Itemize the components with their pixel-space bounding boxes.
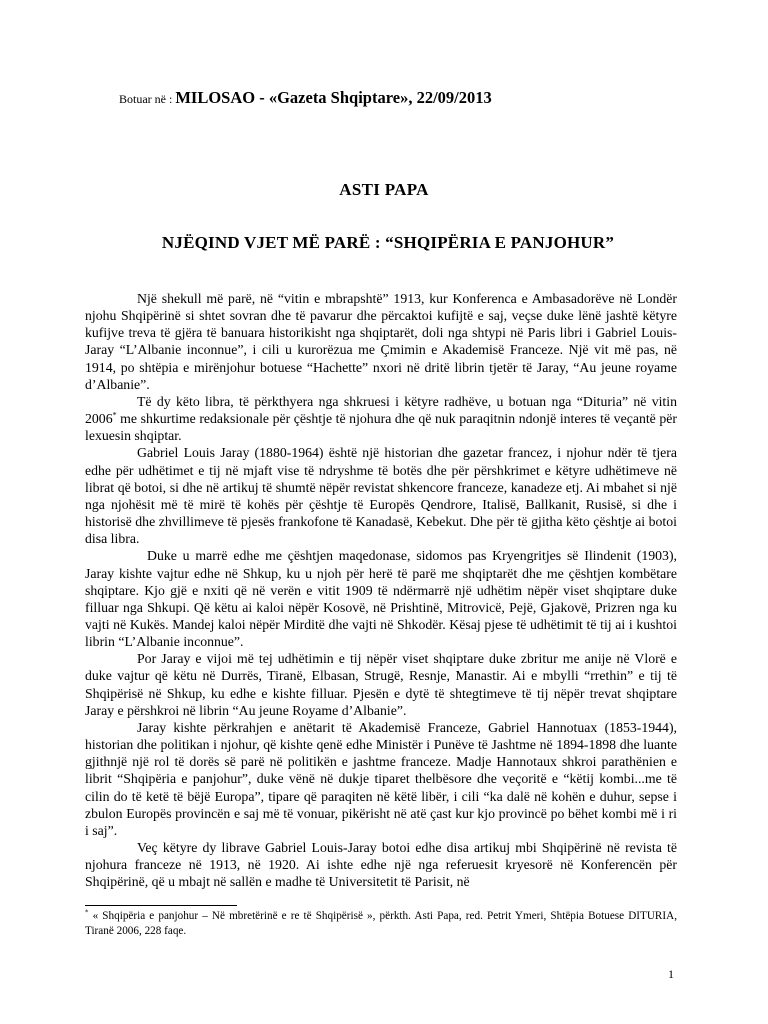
page-number: 1 (668, 967, 674, 981)
paragraph: Veç këtyre dy librave Gabriel Louis-Jaray botoi edhe disa artikuj mbi Shqipërinë në revista të njohura franceze në 1913, në 1920. Ai ishte edhe një nga referuesit kryesorë në Konferencën për Shqipërinë, që u mbajt në sallën e madhe të Universitetit të Parisit, në (85, 840, 677, 890)
article-body (85, 290, 677, 890)
footnote-text: « Shqipëria e panjohur – Në mbretërinë e re të Shqipërisë », përkth. Asti Papa, red. Petrit Ymeri, Shtëpia Botuese DITURIA, Tiranë 2006, 228 faqe. (85, 910, 677, 937)
publication-line (119, 88, 492, 108)
paragraph: Duke u marrë edhe me çështjen maqedonase, sidomos pas Kryengritjes së Ilindenit (1903), Jaray kishte vajtur edhe në Shkup, ku u njoh për herë të parë me shqiptarët dhe me çështjen kombëtare shqiptare. Kjo gjë e nxiti që në verën e vitit 1909 të ndërmarrë një udhëtim nëpër viset shqiptare duke filluar nga Shkupi. Që këtu ai kaloi nëpër Kosovë, në Prishtinë, Mitrovicë, Pejë, Gjakovë, Prizren nga ku vajti në Kukës. Mandej kaloi nëpër Mirditë dhe vajti në Shkodër. Kësaj pjese të udhëtimit të tij ai i kushtoi librin “L’Albanie inconnue”. (85, 548, 677, 650)
footnote (85, 909, 677, 938)
footnote-marker: * (85, 908, 89, 917)
published-label: Botuar në : (119, 92, 176, 106)
paragraph: Por Jaray e vijoi më tej udhëtimin e tij nëpër viset shqiptare duke zbritur me anije në Vlorë e duke vajtur që këtu në Durrës, Tiranë, Elbasan, Strugë, Resnje, Manastir. Ai e mbylli “rrethin” e tij të Shqipërisë në Shkup, ku edhe e kishte filluar. Pjesën e dytë të shtegtimeve të tij nëpër trevat shqiptare Jaray e përshkroi në librin “Au jeune Royame d’Albanie”. (85, 651, 677, 718)
paragraph: Gabriel Louis Jaray (1880-1964) është një historian dhe gazetar francez, i njohur ndër të tjera edhe për udhëtimet e tij në mjaft vise të ndryshme të botës dhe për përshkrimet e këtyre udhëtimeve në librat që botoi, si dhe në artikuj të shumtë nëpër revistat shkencore franceze, kanadeze etj. Ai mbahet si një nga njohësit më të mirë të kohës për çështje të Europës Qendrore, Italisë, Ballkanit, Rusisë, si dhe i historisë dhe zhvillimeve të pjesës frankofone të Kanadasë, Kebekut. Dhe për të gjitha këto çështje ai botoi disa libra. (85, 445, 677, 547)
article-title: NJËQIND VJET MË PARË : “SHQIPËRIA E PANJOHUR” (161, 233, 615, 252)
paragraph-text: me shkurtime redaksionale për çështje të njohura dhe që nuk paraqitnin ndonjë interes të veçantë për lexuesin shqiptar. (85, 411, 677, 444)
paragraph: Një shekull më parë, në “vitin e mbrapshtë” 1913, kur Konferenca e Ambasadorëve në Londër njohu Shqipërinë si shtet sovran dhe të pavarur dhe përcaktoi kufijtë e saj, veçse duke lënë jashtë këtyre kufijve treva të gjëra të banuara historikisht nga shqiptarët, doli nga shtypi në Paris libri i Gabriel Louis-Jaray “L’Albanie inconnue”, i cili u kurorëzua me Çmimin e Akademisë Franceze. Një vit më pas, në 1914, po shtëpia e mirënjohur botuese “Hachette” nxori në dritë librin tjetër të Jaray, “Au jeune royame d’Albanie”. (85, 291, 677, 392)
paragraph-text: Të dy këto libra, të përkthyera nga shkruesi i këtyre radhëve, u botuan nga “Dituria” në vitin 2006 (85, 393, 677, 427)
footnote-marker: * (112, 410, 117, 420)
paragraph: Jaray kishte përkrahjen e anëtarit të Akademisë Franceze, Gabriel Hannotuax (1853-1944), historian dhe politikan i njohur, që kishte qenë edhe Ministër i Punëve të Jashtme në 1894-1898 dhe luante gjithnjë një rol të dorës së parë në politikën e jashtme franceze. Madje Hannotaux shkroi parathënien e librit “Shqipëria e panjohur”, duke vënë në dukje tiparet thelbësore dhe veçoritë e “këtij kombi...me të cilin do të ketë të bëjë Europa”, tipare që paraqiten në këtë libër, i cili “ka dalë në kohën e duhur, sepse i zbulon Europës provincën e saj më të vonuar, pikërisht në atë çast kur kjo provincë po bëhet kombi më i ri i saj”. (85, 719, 677, 838)
footnote-divider (85, 905, 237, 906)
author-name: ASTI PAPA (339, 180, 429, 199)
paragraph (85, 393, 677, 444)
publication-source: MILOSAO - «Gazeta Shqiptare», 22/09/2013 (175, 88, 492, 107)
